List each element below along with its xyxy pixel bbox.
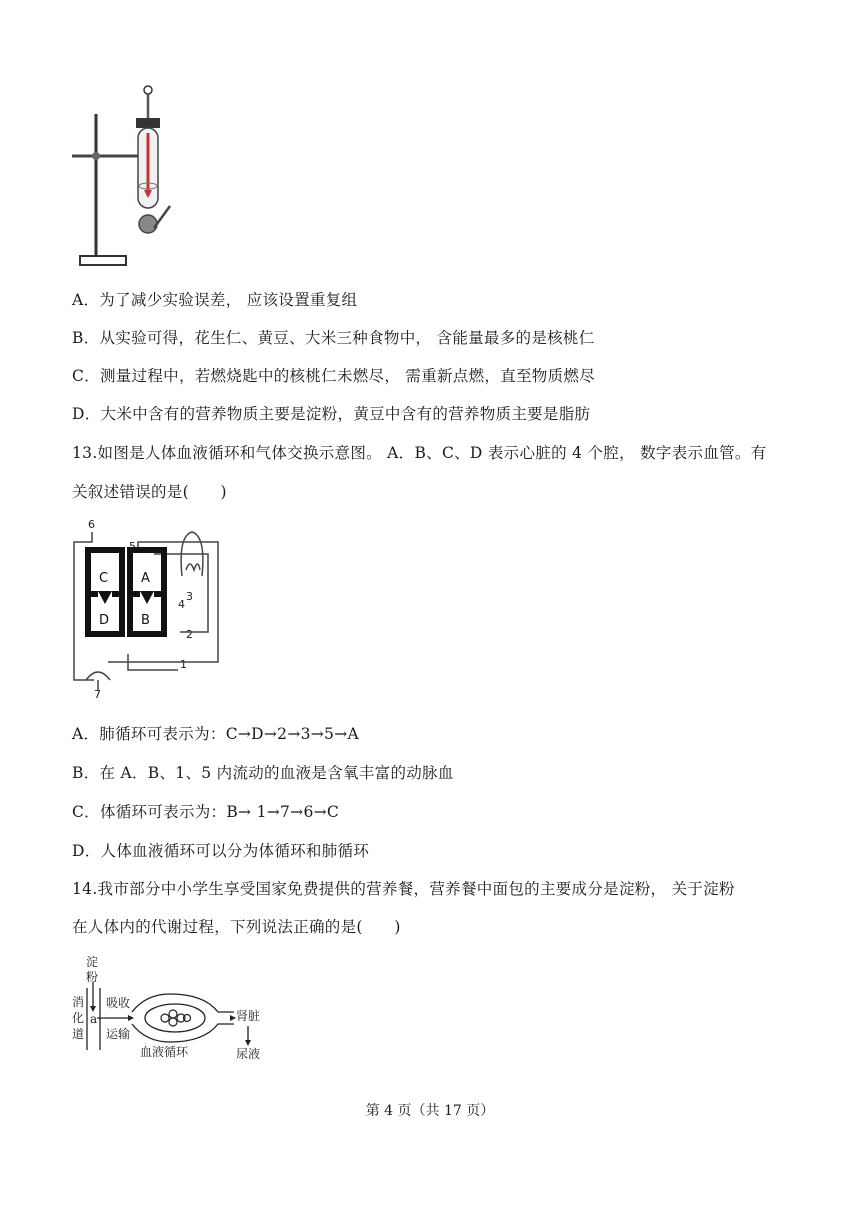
starch-metabolism-figure [70,952,280,1064]
label-urine: 尿液 [236,1047,261,1061]
q13-option-d: D．人体血液循环可以分为体循环和肺循环 [72,842,370,860]
q13-stem-line1: 13.如图是人体血液循环和气体交换示意图。 A．B、C、D 表示心脏的 4 个腔， 数字表示血管。有 [72,444,767,462]
stopper [136,118,160,128]
q12-option-d: D．大米中含有的营养物质主要是淀粉，黄豆中含有的营养物质主要是脂肪 [72,405,591,423]
chamber-c: C [99,571,109,586]
q12-option-c: C．测量过程中，若燃烧匙中的核桃仁未燃尽， 需重新点燃，直至物质燃尽 [72,367,595,385]
page-footer: 第 4 页（共 17 页） [365,1103,495,1119]
label-tract-3: 道 [72,1027,85,1041]
label-7: 7 [94,688,101,700]
spoon-handle [154,206,170,228]
label-starch-1: 淀 [86,955,99,969]
q12-option-b: B．从实验可得，花生仁、黄豆、大米三种食物中， 含能量最多的是核桃仁 [72,329,595,347]
label-5: 5 [129,540,136,553]
blood-cells [161,1010,191,1026]
burning-spoon-food [139,215,157,233]
calorimeter-apparatus-figure [72,78,182,270]
q14-stem-line1: 14.我市部分中小学生享受国家免费提供的营养餐，营养餐中面包的主要成分是淀粉， 关于淀粉 [72,880,735,898]
q13-option-b: B．在 A．B、1、5 内流动的血液是含氧丰富的动脉血 [72,764,454,782]
label-1: 1 [180,658,187,671]
chamber-d: D [99,613,110,628]
label-starch-2: 粉 [86,970,99,984]
label-tract-2: 化 [72,1011,85,1025]
q13-option-c: C．体循环可表示为：B→ 1→7→6→C [72,803,340,821]
label-transport: 运输 [106,1027,131,1041]
stand-base [80,256,126,265]
label-6: 6 [88,518,95,531]
q13-stem-line2: 关叙述错误的是( ) [72,483,227,501]
label-4: 4 [178,598,185,611]
label-tract-1: 消 [72,995,85,1009]
lung-inner [186,564,200,570]
blood-circulation-figure [68,514,228,700]
chamber-b: B [141,613,150,628]
clamp-screw [92,152,100,160]
thermometer-top [144,86,152,94]
label-kidney: 肾脏 [236,1009,261,1023]
capillary-7 [86,672,110,680]
label-2: 2 [186,628,193,641]
q14-stem-line2: 在人体内的代谢过程，下列说法正确的是( ) [72,918,401,936]
q13-option-a: A．肺循环可表示为：C→D→2→3→5→A [72,725,359,743]
label-circulation: 血液循环 [140,1045,189,1059]
chamber-a: A [141,571,150,586]
label-a: a [90,1012,98,1026]
q12-option-a: A．为了减少实验误差， 应该设置重复组 [72,291,358,309]
label-3: 3 [186,590,193,603]
label-absorb: 吸收 [106,996,131,1010]
